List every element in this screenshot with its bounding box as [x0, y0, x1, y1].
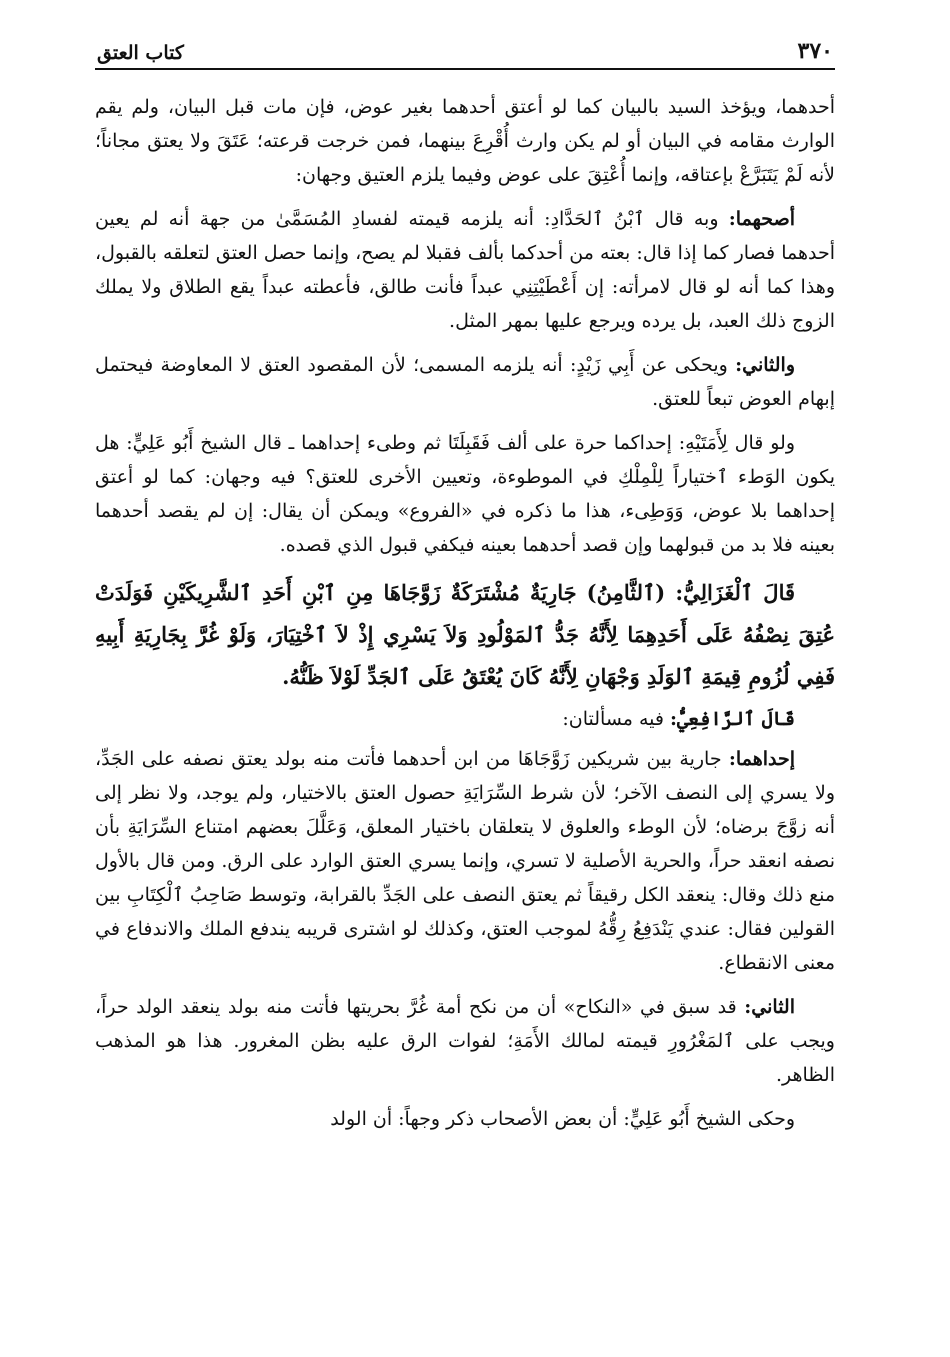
paragraph-9: وحكى الشيخ أَبُو عَلِيٍّ: أن بعض الأصحاب ذكر وجهاً: أن الولد — [330, 1108, 795, 1130]
paragraph-3-text: ويحكى عن أَبِي زَيْدٍ: أنه يلزمه المسمى؛ لأن المقصود العتق لا المعاوضة فيحتمل إبهام العوض تبعاً للعتق. — [95, 354, 835, 410]
paragraph-8-lead: الثاني: — [744, 996, 795, 1018]
paragraph-2-lead: أصحهما: — [728, 208, 795, 230]
rafii-speaker: قَالَ ٱلرَّافِعِيُّ: — [670, 708, 795, 730]
page-number: ٣٧٠ — [797, 38, 833, 64]
paragraph-7-lead: إحداهما: — [728, 748, 795, 770]
paragraph-3-lead: والثاني: — [735, 354, 795, 376]
page-body — [95, 90, 835, 1136]
book-page — [95, 28, 835, 1328]
paragraph-8 — [95, 990, 835, 1092]
ghazali-speaker: قَالَ ٱلْغَزَالِيُّ: — [675, 580, 796, 605]
rafii-heading — [95, 702, 835, 736]
paragraph-3 — [95, 348, 835, 416]
ghazali-quote — [95, 572, 835, 698]
running-title: كتاب العتق — [97, 42, 184, 64]
rafii-text: فيه مسألتان: — [562, 708, 671, 730]
paragraph-2-text: وبه قال ٱبْنُ ٱلحَدَّادِ: أنه يلزمه قيمته لفسادِ المُسَمَّىٰ من جهة أنه لم يعين أحدهما فصار كما إذا قال: بعته من أحدكما بألف فقبلا لم يصح، وإنما حصل العتق لتعلقه بالقبول، وهذا كما أنه لو قال لامرأته: إن أَعْطَيْتِنِي عبداً فأنت طالق، فأعطته عبداً يقع الطلاق ولا يملك الزوج ذلك العبد، بل يرده ويرجع عليها بمهر المثل. — [95, 208, 835, 332]
paragraph-1: أحدهما، ويؤخذ السيد بالبيان كما لو أعتق أحدهما بغير عوض، فإن مات قبل البيان، ولم يقم الوارث مقامه في البيان أو لم يكن وارث أُقْرِعَ بينهما، فمن خرجت قرعته؛ عَتَقَ ولا يعتق مجاناً؛ لأنه لَمْ يَتَبَرَّعْ بإعتاقه، وإنما أُعْتِقَ على عوض وفيما يلزم العتيق وجهان: — [95, 96, 835, 186]
page-header — [95, 28, 835, 70]
ghazali-text: (ٱلثَّامِنُ) جَارِيَةٌ مُشْتَرَكَةٌ زَوَّجَاهَا مِنِ ٱبْنِ أَحَدِ ٱلشَّرِيكَيْنِ فَوَلَدَتْ عُتِقَ نِصْفُهُ عَلَى أَحَدِهِمَا لِأَنَّهُ جَدُّ ٱلمَوْلُودِ وَلاَ يَسْرِي إِذْ لاَ ٱخْتِيَارَ، وَلَوْ غُرَّ بِجَارِيَةِ أَبِيهِ فَفِي لُزُومِ قِيمَةِ ٱلوَلَدِ وَجْهَانِ لِأَنَّهُ كَانَ يُعْتَقُ عَلَى ٱلجَدِّ لَوْلاَ ظَنُّهُ. — [95, 580, 835, 689]
paragraph-7 — [95, 742, 835, 980]
paragraph-2 — [95, 202, 835, 338]
paragraph-7-text: جارية بين شريكين زَوَّجَاهَا من ابن أحدهما فأتت منه بولد يعتق نصفه على الجَدِّ، ولا يسري إلى النصف الآخر؛ لأن شرط السِّرَايَةِ حصول العتق بالاختيار، ولم يوجد، ولا نظر إلى أنه زوَّجَ برضاه؛ لأن الوطء والعلوق لا يتعلقان باختيار المعلق، وَعَلَّلَ بعضهم امتناع السِّرَايَةِ بأن نصفه انعقد حراً، والحرية الأصلية لا تسري، وإنما يسري العتق الوارد على الرق. ومن قال بالأول منع ذلك وقال: ينعقد الكل رقيقاً ثم يعتق النصف على الجَدِّ بالقرابة، وتوسط صَاحِبُ ٱلْكِتَابِ بين القولين فقال: عندي يَنْدَفِعُ رِقُّهُ لموجب العتق، وكذلك لو اشترى قريبه يندفع الملك والاندفاع في معنى الانقطاع. — [95, 748, 835, 974]
paragraph-8-text: قد سبق في «النكاح» أن من نكح أمة غُرَّ بحريتها فأتت منه بولد ينعقد الولد حراً، ويجب على ٱلمَغْرُورِ قيمته لمالك الأَمَةِ؛ لفوات الرق عليه بظن المغرور. هذا هو المذهب الظاهر. — [95, 996, 835, 1086]
paragraph-4: ولو قال لِأَمَتَيْهِ: إحداكما حرة على ألف فَقَبِلَتَا ثم وطىء إحداهما ـ قال الشيخ أَبُو عَلِيٍّ: هل يكون الوَطء ٱختياراً لِلْمِلْكِ في الموطوءة، وتعيين الأخرى للعتق؟ فيه وجهان: كما لو أعتق إحداهما بلا عوض، وَوَطِىء، هذا ما ذكره في «الفروع» ويمكن أن يقال: إن لم يقصد أحدهما بعينه فلا بد من قبولهما وإن قصد أحدهما بعينه فيكفي قبول الذي قصده. — [95, 432, 835, 556]
